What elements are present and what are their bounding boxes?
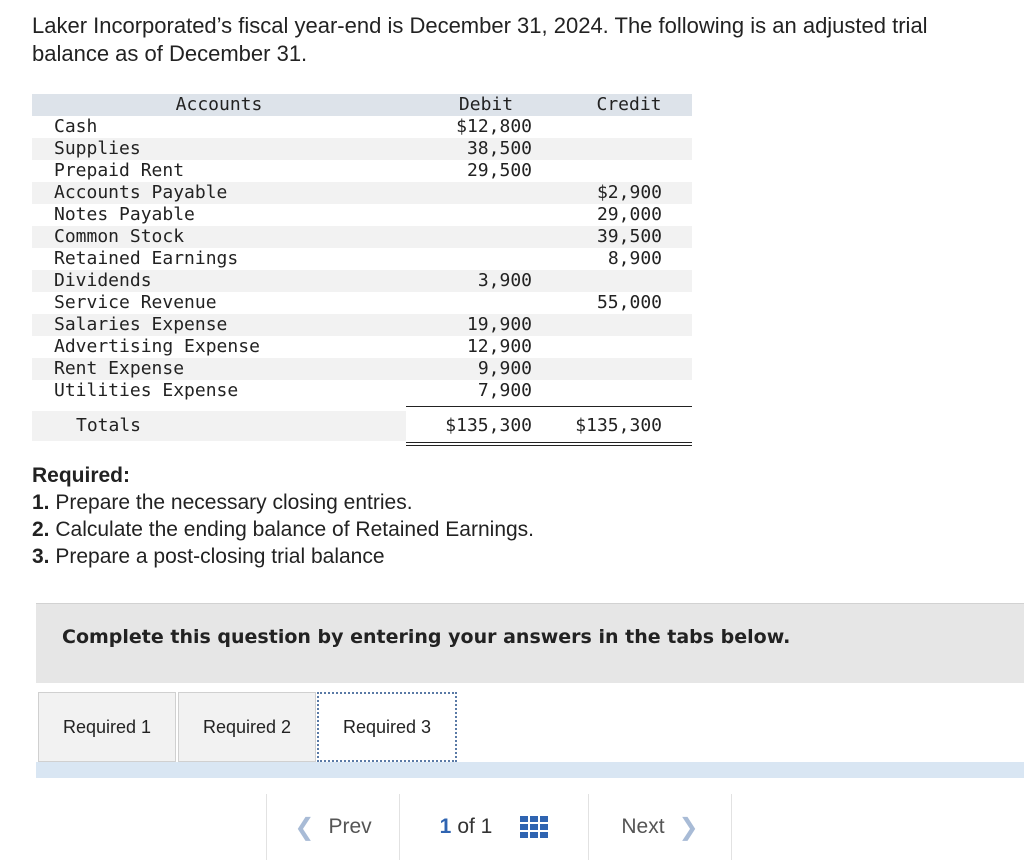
tab-required-2[interactable]: Required 2 bbox=[178, 692, 316, 762]
account-name: Retained Earnings bbox=[54, 248, 239, 269]
credit-amount: 55,000 bbox=[596, 292, 662, 313]
table-row bbox=[32, 160, 692, 182]
table-body bbox=[32, 116, 692, 402]
chevron-right-icon: ❯ bbox=[678, 813, 699, 841]
instructions-banner bbox=[36, 603, 1024, 683]
pagination bbox=[266, 794, 732, 860]
prev-button[interactable] bbox=[266, 794, 400, 860]
table-row bbox=[32, 358, 692, 380]
totals-double-rule bbox=[406, 442, 692, 446]
account-name: Common Stock bbox=[54, 226, 185, 247]
table-row bbox=[32, 182, 692, 204]
credit-amount: 8,900 bbox=[607, 248, 662, 269]
page-indicator[interactable] bbox=[400, 794, 588, 860]
adjusted-trial-balance-table bbox=[32, 94, 692, 441]
table-row bbox=[32, 204, 692, 226]
header-accounts: Accounts bbox=[175, 94, 263, 115]
problem-intro bbox=[32, 12, 992, 68]
debit-amount: 3,900 bbox=[477, 270, 532, 291]
debit-amount: $12,800 bbox=[456, 116, 532, 137]
table-row bbox=[32, 248, 692, 270]
table-row bbox=[32, 226, 692, 248]
prev-label: Prev bbox=[328, 815, 372, 838]
table-row bbox=[32, 380, 692, 402]
account-name: Cash bbox=[54, 116, 98, 137]
table-row bbox=[32, 138, 692, 160]
banner-text: Complete this question by entering your answers in the tabs below. bbox=[62, 626, 791, 648]
account-name: Accounts Payable bbox=[54, 182, 228, 203]
debit-amount: 29,500 bbox=[466, 160, 532, 181]
account-name: Notes Payable bbox=[54, 204, 195, 225]
table-row bbox=[32, 292, 692, 314]
debit-amount: 38,500 bbox=[466, 138, 532, 159]
debit-amount: 19,900 bbox=[466, 314, 532, 335]
account-name: Advertising Expense bbox=[54, 336, 260, 357]
intro-line-2: balance as of December 31. bbox=[32, 41, 308, 66]
tab-required-3[interactable]: Required 3 bbox=[317, 692, 457, 762]
account-name: Utilities Expense bbox=[54, 380, 239, 401]
credit-amount: 29,000 bbox=[596, 204, 662, 225]
next-label: Next bbox=[621, 815, 665, 838]
debit-amount: 9,900 bbox=[477, 358, 532, 379]
credit-amount: 39,500 bbox=[596, 226, 662, 247]
credit-amount: $2,900 bbox=[596, 182, 662, 203]
chevron-left-icon: ❮ bbox=[294, 813, 315, 841]
header-credit: Credit bbox=[596, 94, 662, 115]
account-name: Supplies bbox=[54, 138, 141, 159]
account-name: Prepaid Rent bbox=[54, 160, 185, 181]
account-name: Dividends bbox=[54, 270, 152, 291]
totals-rule bbox=[406, 406, 692, 407]
debit-amount: 12,900 bbox=[466, 336, 532, 357]
required-section bbox=[32, 462, 534, 570]
tab-content-bar bbox=[36, 762, 1024, 778]
totals-credit: $135,300 bbox=[575, 415, 662, 436]
table-row bbox=[32, 314, 692, 336]
grid-icon[interactable] bbox=[520, 816, 548, 838]
account-name: Rent Expense bbox=[54, 358, 185, 379]
page-of-total: of 1 bbox=[457, 815, 493, 838]
required-item-3: 3. Prepare a post-closing trial balance bbox=[32, 545, 385, 568]
table-row bbox=[32, 116, 692, 138]
intro-line-1: Laker Incorporated’s fiscal year-end is December 31, 2024. The following is an adjusted trial bbox=[32, 13, 928, 38]
totals-debit: $135,300 bbox=[445, 415, 532, 436]
required-item-1: 1. Prepare the necessary closing entries. bbox=[32, 491, 413, 514]
tab-required-1[interactable]: Required 1 bbox=[38, 692, 176, 762]
table-row bbox=[32, 270, 692, 292]
next-button[interactable] bbox=[588, 794, 732, 860]
debit-amount: 7,900 bbox=[477, 380, 532, 401]
account-name: Service Revenue bbox=[54, 292, 217, 313]
header-debit: Debit bbox=[458, 94, 514, 115]
current-page: 1 bbox=[439, 815, 452, 838]
required-item-2: 2. Calculate the ending balance of Retained Earnings. bbox=[32, 518, 535, 541]
table-row bbox=[32, 336, 692, 358]
totals-label: Totals bbox=[76, 415, 142, 436]
account-name: Salaries Expense bbox=[54, 314, 228, 335]
totals-row bbox=[32, 411, 692, 441]
required-heading: Required: bbox=[32, 464, 131, 487]
table-header-row bbox=[32, 94, 692, 116]
